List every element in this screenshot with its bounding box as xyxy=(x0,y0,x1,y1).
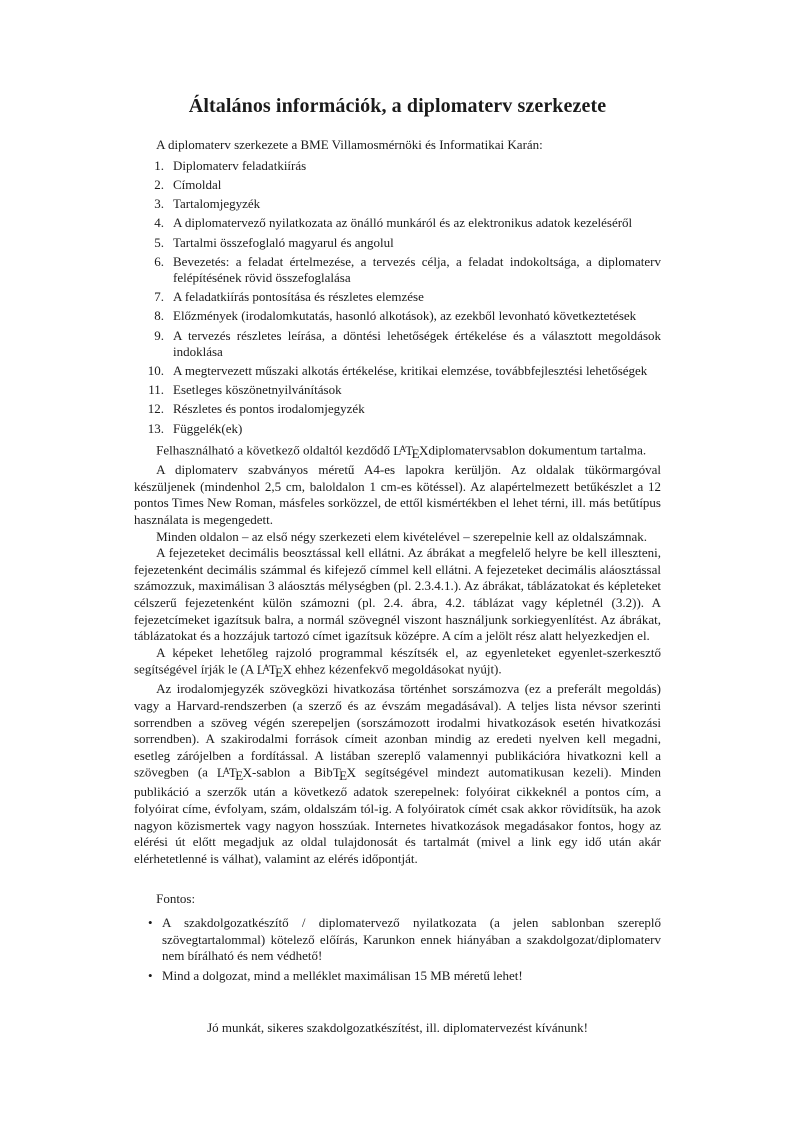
list-item xyxy=(134,421,661,438)
body-paragraph: Minden oldalon – az első négy szerkezeti elem kivételével – szerepelnie kell az oldalszámnak. xyxy=(156,528,648,544)
list-text: Részletes és pontos irodalomjegyzék xyxy=(173,401,365,417)
page-title: Általános információk, a diplomaterv szerkezete xyxy=(188,95,607,117)
list-number: 5. xyxy=(154,234,164,250)
list-text: Diplomaterv feladatkiírás xyxy=(173,158,307,174)
bullet-item xyxy=(134,968,661,985)
list-item xyxy=(134,235,661,252)
bullet-icon: • xyxy=(148,914,153,930)
list-number: 7. xyxy=(154,289,164,305)
list-text: Bevezetés: a feladat értelmezése, a tervezés célja, a feladat indokoltsága, a diplomaterv felépítésének rövid összefoglalása xyxy=(173,253,661,286)
list-number: 3. xyxy=(154,196,164,212)
list-item xyxy=(134,254,661,287)
list-number: 8. xyxy=(154,308,164,324)
body-paragraph: Az irodalomjegyzék szövegközi hivatkozása történhet sorszámozva (ez a preferált megoldás) vagy a Harvard-rendszerben (a szerző és az évszám megadásával). A teljes lista névsor szerinti sorrendben a szöveg végén szerepeljen (sorszámozott irodalmi hivatkozások esetén hivatkozási sorrendben). A szakirodalmi források címeit azonban mindig az eredeti nyelven kell megadni, esetleg zárójelben a fordítással. A listában szereplő valamennyi publikációra hivatkozni kell a szövegben (a $L^ATEX$-sablon a BibTEX segítségével mindezt automatikusan kezeli). Minden publikáció a szerzők után a következő adatok szerepelnek: folyóirat cikkeknél a pontos cím, a folyóirat címe, évfolyam, szám, oldalszám tól-ig. A folyóiratok címét csak akkor rövidítsük, ha azok nagyon közismertek vagy nagyon hosszúak. Internetes hivatkozások megadásakor fontos, hogy az elérési út előtt megadjuk az oldal tulajdonosát és tartalmát (mivel a link egy idő után akár elérhetetlenné is válhat), valamint az elérés időpontját. xyxy=(134,681,662,866)
list-item xyxy=(134,363,661,380)
bullet-item xyxy=(134,915,661,965)
list-item xyxy=(134,289,661,306)
list-item xyxy=(134,382,661,399)
list-item xyxy=(134,328,661,361)
list-item xyxy=(134,177,661,194)
list-item xyxy=(134,196,661,213)
list-number: 12. xyxy=(147,401,164,417)
body-paragraph: A képeket lehetőleg rajzoló programmal készítsék el, az egyenleteket egyenlet-szerkesztő segítségével írják le (A $L^ATEX$ ehhez kézenfekvő megoldásokat nyújt). xyxy=(134,644,661,680)
bullet-list xyxy=(134,915,661,984)
list-item xyxy=(134,158,661,175)
list-text: A feladatkiírás pontosítása és részletes elemzése xyxy=(173,289,424,305)
bullet-text: A szakdolgozatkészítő / diplomatervező nyilatkozata (a jelen sablonban szereplő szövegtartalommal) kötelező előírás, Karunkon ennek hiányában a szakdolgozat/diplomaterv nem bírálható és nem védhető! xyxy=(162,914,661,964)
list-number: 2. xyxy=(154,177,164,193)
body-paragraph: Felhasználható a következő oldaltól kezdődő $L^ATEXdiplomatervsablon$ dokumentum tartalma. xyxy=(156,442,647,461)
bullet-text: Mind a dolgozat, mind a melléklet maximálisan 15 MB méretű lehet! xyxy=(162,967,523,983)
list-item xyxy=(134,215,661,232)
list-item xyxy=(134,401,661,418)
list-text: Esetleges köszönetnyilvánítások xyxy=(173,382,342,398)
fontos-label: Fontos: xyxy=(156,891,196,907)
list-number: 4. xyxy=(154,215,164,231)
list-number: 10. xyxy=(147,363,164,379)
list-text: Címoldal xyxy=(173,177,222,193)
closing-line: Jó munkát, sikeres szakdolgozatkészítést, ill. diplomatervezést kívánunk! xyxy=(207,1020,588,1036)
list-text: Tartalomjegyzék xyxy=(173,196,261,212)
list-number: 6. xyxy=(154,253,164,269)
list-text: Függelék(ek) xyxy=(173,420,243,436)
list-text: A megtervezett műszaki alkotás értékelése, kritikai elemzése, továbbfejlesztési lehetőségek xyxy=(173,363,648,379)
bullet-icon: • xyxy=(148,967,153,983)
intro-paragraph: A diplomaterv szerkezete a BME Villamosmérnöki és Informatikai Karán: xyxy=(156,136,543,152)
list-number: 13. xyxy=(147,420,164,436)
list-text: A tervezés részletes leírása, a döntési lehetőségek értékelése és a választott megoldások indoklása xyxy=(173,327,661,360)
list-item xyxy=(134,308,661,325)
list-text: Tartalmi összefoglaló magyarul és angolul xyxy=(173,234,394,250)
list-number: 11. xyxy=(148,382,164,398)
list-text: A diplomatervező nyilatkozata az önálló munkáról és az elektronikus adatok kezeléséről xyxy=(173,215,633,231)
body-paragraph: A fejezeteket decimális beosztással kell ellátni. Az ábrákat a megfelelő helyre be kell illeszteni, fejezetenként decimális számmal és kifejező címmel kell ellátni. A fejezeteket decimális aláosztással számozzuk, maximálisan 3 aláosztás mélységben (pl. 2.3.4.1.). Az ábrákat, táblázatokat és képleteket célszerű fejezetenként külön számozni (pl. 2.4. ábra, 4.2. táblázat vagy képletnél (3.2)). A fejezetcímeket igazítsuk balra, a normál szövegnél viszont használjunk sorkiegyenlítést. Az ábrákat, táblázatokat és a hozzájuk tartozó címet igazítsuk középre. A cím a jelölt rész alatt helyezkedjen el. xyxy=(134,545,661,644)
numbered-list xyxy=(134,158,661,437)
list-number: 9. xyxy=(154,327,164,343)
list-text: Előzmények (irodalomkutatás, hasonló alkotások), az ezekből levonható következtetések xyxy=(173,308,637,324)
body-paragraph: A diplomaterv szabványos méretű A4-es lapokra kerüljön. Az oldalak tükörmargóval készüljenek (mindenhol 2,5 cm, baloldalon 1 cm-es kötéssel). Az alapértelmezett betűkészlet a 12 pontos Times New Roman, másfeles sorközzel, de ettől kismértékben el lehet térni, ill. más betűtípus használata is megengedett. xyxy=(134,462,661,527)
list-number: 1. xyxy=(154,158,164,174)
